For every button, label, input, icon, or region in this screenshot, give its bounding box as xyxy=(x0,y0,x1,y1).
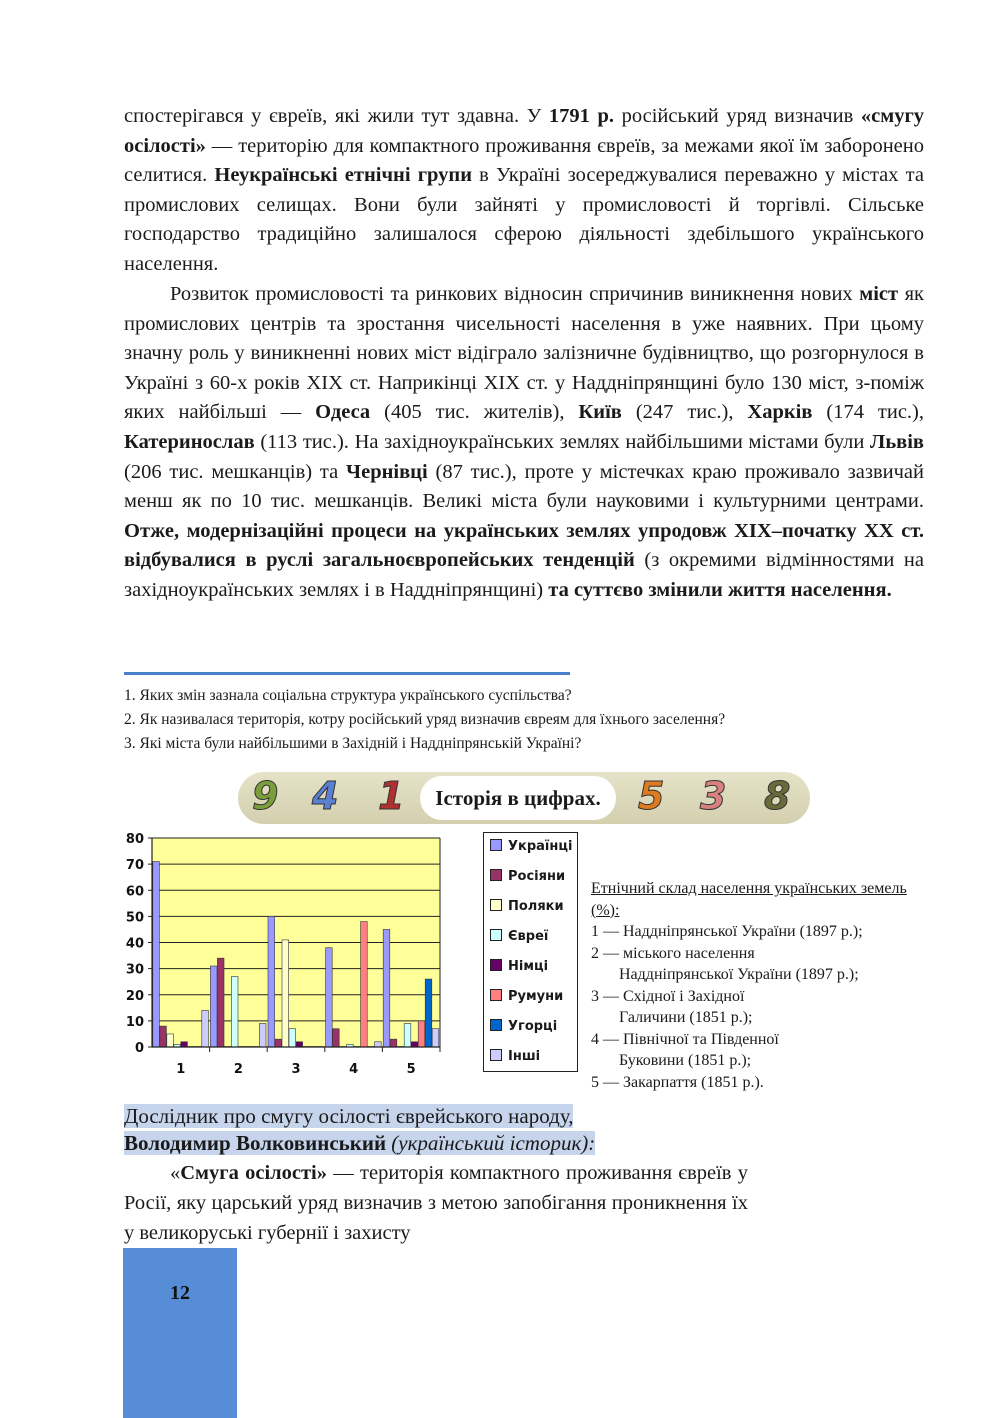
bar xyxy=(289,1029,296,1047)
bar xyxy=(167,1034,174,1047)
caption-title: Етнічний склад населення українських земель (%): xyxy=(591,880,907,919)
bar xyxy=(181,1042,188,1047)
legend-swatch xyxy=(490,839,502,851)
legend-swatch xyxy=(490,1049,502,1061)
banner-title: Історія в цифрах. xyxy=(420,776,616,820)
page-number: 12 xyxy=(170,1282,190,1304)
legend-label: Угорці xyxy=(508,1019,558,1034)
legend-item xyxy=(490,899,564,914)
caption-item-cont: Галичини (1851 р.); xyxy=(619,1009,753,1026)
review-questions xyxy=(124,684,924,756)
chart-legend xyxy=(483,832,578,1072)
x-tick-label: 1 xyxy=(176,1062,186,1077)
legend-item xyxy=(490,1019,557,1034)
bar xyxy=(383,929,390,1047)
bar xyxy=(361,922,368,1047)
banner-digit: 3 xyxy=(700,774,727,818)
legend-label: Німці xyxy=(508,959,549,974)
paragraph-1: спостерігався у євреїв, які жили тут здавна. У 1791 р. російський уряд визначив «смугу осілості» — територію для компактного проживання євреїв, за межами якої їм заборонено селитися. Неукраїнські етнічні групи в Україні зосереджувалися переважно у містах та промислових селищах. Вони були зайняті у промисловості й торгівлі. Сільське господарство традиційно залишалося сферою діяльності здебільшого українського населення. xyxy=(124,105,924,275)
legend-swatch xyxy=(490,959,502,971)
legend-item xyxy=(490,1049,540,1064)
chart-caption xyxy=(591,878,931,1093)
bar xyxy=(404,1023,411,1047)
quote-text: «Смуга осілості» — територія компактного проживання євреїв у Росії, яку царський уряд визначив з метою запобігання проникнення їх у великоруські губернії і захисту xyxy=(124,1162,748,1244)
bar xyxy=(425,979,432,1047)
y-tick-label: 0 xyxy=(134,1041,144,1056)
y-tick-label: 70 xyxy=(125,858,144,874)
y-tick-label: 50 xyxy=(125,910,144,926)
legend-swatch xyxy=(490,1019,502,1031)
banner-digit: 9 xyxy=(252,774,279,818)
banner-digit: 4 xyxy=(312,774,339,818)
question-item: 3. Які міста були найбільшими в Західній і Наддніпрянській Україні? xyxy=(124,735,582,752)
x-tick-label: 3 xyxy=(291,1062,301,1077)
bar xyxy=(296,1042,303,1047)
legend-swatch xyxy=(490,989,502,1001)
ethnic-composition-bar-chart xyxy=(120,828,450,1080)
bar xyxy=(160,1026,167,1047)
bar xyxy=(282,940,289,1047)
question-item: 1. Яких змін зазнала соціальна структура українського суспільства? xyxy=(124,687,572,704)
legend-item xyxy=(490,989,563,1004)
y-tick-label: 20 xyxy=(125,988,144,1004)
y-tick-label: 10 xyxy=(125,1014,144,1030)
quote-author-role: (український історик): xyxy=(386,1131,596,1155)
banner-digit: 1 xyxy=(378,774,405,818)
question-item: 2. Як називалася територія, котру російський уряд визначив євреям для їхнього заселення? xyxy=(124,711,726,728)
caption-item: 4 — Північної та Південної xyxy=(591,1030,779,1048)
bar xyxy=(326,948,333,1047)
legend-label: Інші xyxy=(508,1049,541,1064)
y-tick-label: 60 xyxy=(125,884,144,900)
legend-label: Євреї xyxy=(508,929,549,944)
legend-item xyxy=(490,839,572,854)
x-tick-label: 4 xyxy=(349,1062,359,1077)
legend-label: Румуни xyxy=(508,989,564,1004)
bar xyxy=(259,1023,266,1047)
bar xyxy=(375,1042,382,1047)
bar xyxy=(432,1029,439,1047)
banner-digit: 8 xyxy=(764,774,791,818)
bar xyxy=(153,862,160,1047)
legend-swatch xyxy=(490,899,502,911)
y-tick-label: 80 xyxy=(125,832,144,847)
bar xyxy=(333,1029,340,1047)
legend-swatch xyxy=(490,929,502,941)
caption-item: 1 — Наддніпрянської України (1897 р.); xyxy=(591,923,863,940)
x-tick-label: 5 xyxy=(406,1062,416,1077)
quote-heading-line: Дослідник про смугу осілості єврейського народу, xyxy=(124,1104,574,1128)
bar xyxy=(275,1039,282,1047)
legend-label: Росіяни xyxy=(508,869,566,884)
bar xyxy=(231,976,238,1047)
history-in-numbers-banner xyxy=(238,772,810,824)
page-number-box xyxy=(123,1248,237,1418)
caption-item-cont: Буковини (1851 р.); xyxy=(619,1052,752,1069)
bar xyxy=(217,958,224,1047)
quote-heading xyxy=(124,1103,595,1157)
legend-swatch xyxy=(490,869,502,881)
legend-item xyxy=(490,869,565,884)
caption-item: 2 — міського населення xyxy=(591,944,755,962)
paragraph-2: Розвиток промисловості та ринкових відносин спричинив виникнення нових міст як промислових центрів та зростання чисельності населення в уже наявних. При цьому значну роль у виникненні нових міст відіграло залізничне будівництво, що розгорнулося в Україні з 60-х років XIX ст. Наприкінці XIX ст. у Наддніпрянщині було 130 міст, з-поміж яких найбільші — Одеса (405 тис. жителів), Київ (247 тис.), Харків (174 тис.), Катеринослав (113 тис.). На західноукраїнських землях найбільшими містами були Львів (206 тис. мешканців) та Чернівці (87 тис.), проте у містечках краю проживало зазвичай менш як по 10 тис. мешканців. Великі міста були науковими і культурними центрами. Отже, модернізаційні процеси на українських землях упродовж XIX–початку XX ст. відбувалися в руслі загальноєвропейських тенденцій (з окремими відмінностями на західноукраїнських землях і в Наддніпрянщині) та суттєво змінили життя населення. xyxy=(124,283,925,601)
bar xyxy=(210,966,217,1047)
bar xyxy=(411,1042,418,1047)
legend-label: Українці xyxy=(508,839,573,854)
caption-item: 3 — Східної і Західної xyxy=(591,987,745,1005)
quote-author: Володимир Волковинський xyxy=(124,1131,387,1155)
y-tick-label: 30 xyxy=(125,962,144,978)
legend-label: Поляки xyxy=(508,899,564,914)
x-tick-label: 2 xyxy=(233,1062,243,1077)
bar xyxy=(202,1010,209,1047)
banner-digit: 5 xyxy=(638,774,665,818)
caption-item-cont: Наддніпрянської України (1897 р.); xyxy=(619,966,859,983)
bar xyxy=(390,1039,397,1047)
section-divider xyxy=(124,672,570,675)
y-tick-label: 40 xyxy=(125,936,144,952)
bar xyxy=(418,1021,425,1047)
caption-item: 5 — Закарпаття (1851 р.). xyxy=(591,1073,764,1091)
bar xyxy=(268,916,275,1047)
legend-item xyxy=(490,959,548,974)
legend-item xyxy=(490,929,548,944)
